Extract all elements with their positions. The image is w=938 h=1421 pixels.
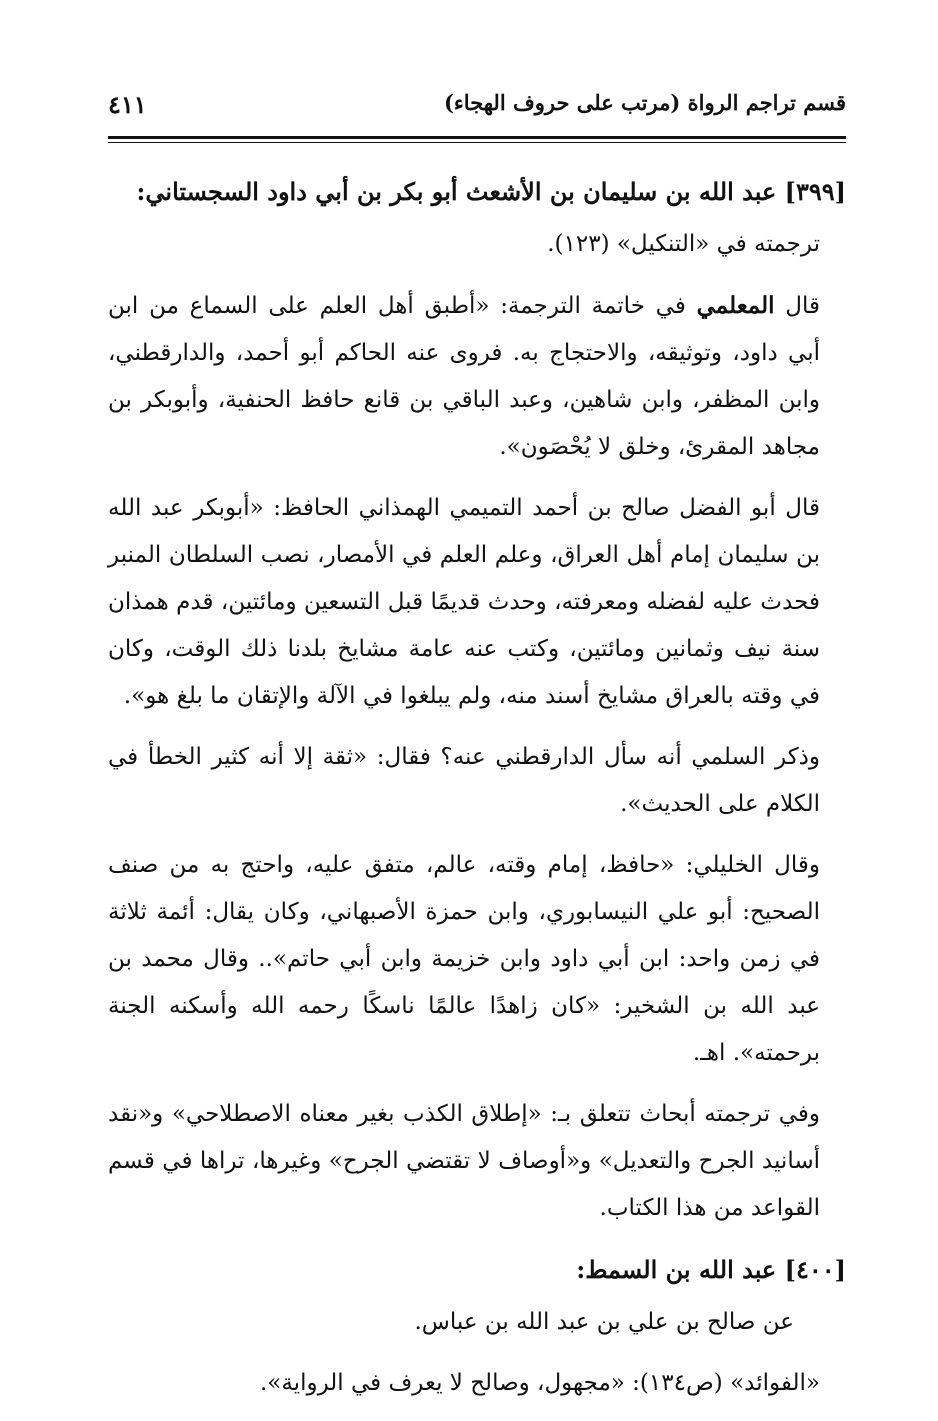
entry-heading-400: [٤٠٠] عبد الله بن السمط: bbox=[576, 1255, 846, 1284]
header-rule-thick bbox=[108, 136, 846, 139]
running-title: قسم تراجم الرواة (مرتب على حروف الهجاء) bbox=[443, 90, 846, 115]
entry-heading-399: [٣٩٩] عبد الله بن سليمان بن الأشعث أبو بكر بن أبي داود السجستاني: bbox=[136, 177, 846, 206]
page-header bbox=[108, 90, 846, 130]
entry-399-daraqutni-quote: وذكر السلمي أنه سأل الدارقطني عنه؟ فقال: «ثقة إلا أنه كثير الخطأ في الكلام على الحديث». bbox=[108, 744, 820, 817]
author-name: المعلمي bbox=[696, 292, 775, 319]
entry-400-narration: عن صالح بن علي بن عبد الله بن عباس. bbox=[414, 1309, 794, 1335]
page-body bbox=[108, 168, 846, 1421]
page-number: ٤١١ bbox=[108, 90, 147, 119]
quote-prefix: قال bbox=[774, 293, 820, 319]
entry-399-hamadhani-quote: قال أبو الفضل صالح بن أحمد التميمي الهمذاني الحافظ: «أبوبكر عبد الله بن سليمان إمام أهل العراق، وعلم العلم في الأمصار، نصب السلطان المنبر فحدث عليه لفضله ومعرفته، وحدث قديمًا قبل التسعين ومائتين، قدم همذان سنة نيف وثمانين ومائتين، وكتب عنه عامة مشايخ بلدنا ذلك الوقت، وكان في وقته بالعراق مشايخ أسند منه، ولم يبلغوا في الآلة والإتقان ما بلغ هو». bbox=[108, 495, 820, 709]
entry-400-fawaid: «الفوائد» (ص١٣٤): «مجهول، وصالح لا يعرف في الرواية». bbox=[259, 1370, 820, 1396]
entry-399-source: ترجمته في «التنكيل» (١٢٣). bbox=[547, 231, 820, 257]
entry-399-research-note: وفي ترجمته أبحاث تتعلق بـ: «إطلاق الكذب بغير معناه الاصطلاحي» و«نقد أسانيد الجرح والتعديل» و«أوصاف لا تقتضي الجرح» وغيرها، تراها في قسم القواعد من هذا الكتاب. bbox=[108, 1101, 820, 1221]
entry-399-khalili-quote: وقال الخليلي: «حافظ، إمام وقته، عالم، متفق عليه، واحتج به من صنف الصحيح: أبو علي النيسابوري، وابن حمزة الأصبهاني، وكان يقال: أئمة ثلاثة في زمن واحد: ابن أبي داود وابن خزيمة وابن أبي حاتم».. وقال محمد بن عبد الله بن الشخير: «كان زاهدًا عالمًا ناسكًا رحمه الله وأسكنه الجنة برحمته». اهـ. bbox=[108, 852, 820, 1066]
quote-body: في خاتمة الترجمة: «أطبق أهل العلم على السماع من ابن أبي داود، وتوثيقه، والاحتجاج به. فروى عنه الحاكم أبو أحمد، والدارقطني، وابن المظفر، وابن شاهين، وعبد الباقي بن قانع حافظ الحنفية، وأبوبكر بن مجاهد المقرئ، وخلق لا يُحْصَون». bbox=[108, 293, 820, 460]
entry-399-muallimi-quote bbox=[108, 282, 846, 471]
header-rule-thin bbox=[108, 142, 846, 143]
